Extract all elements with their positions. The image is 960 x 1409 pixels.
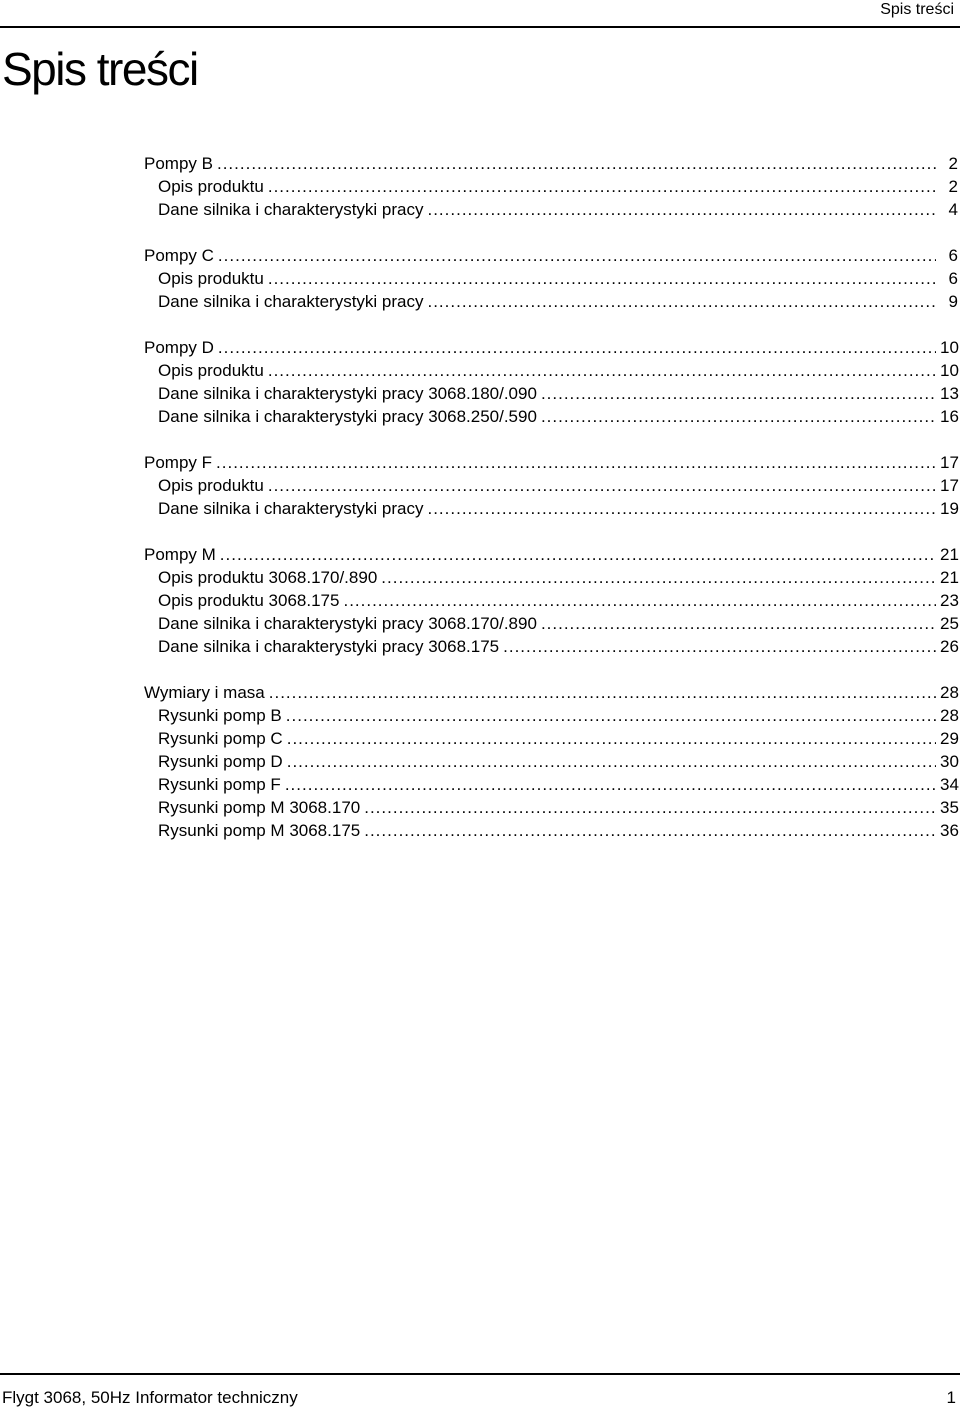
- toc-entry-page-number: 2: [948, 177, 958, 196]
- toc-dot-leader: [427, 290, 936, 313]
- toc-dot-leader: [269, 681, 936, 704]
- toc-entry-title: Rysunki pomp F: [158, 775, 281, 794]
- toc-entry-page-number: 25: [940, 614, 959, 633]
- toc-subentry[interactable]: [144, 635, 958, 658]
- toc-entry-page-number: 10: [940, 361, 959, 380]
- toc-entry-title: Opis produktu 3068.175: [158, 591, 340, 610]
- toc-subentry[interactable]: [144, 566, 958, 589]
- toc-dot-leader: [268, 359, 936, 382]
- toc-entry-title: Dane silnika i charakterystyki pracy 3068.180/.090: [158, 384, 537, 403]
- toc-subentry[interactable]: [144, 727, 958, 750]
- toc-subentry[interactable]: [144, 497, 958, 520]
- toc-entry-title: Dane silnika i charakterystyki pracy: [158, 200, 424, 219]
- toc-entry-title: Rysunki pomp B: [158, 706, 282, 725]
- toc-dot-leader: [343, 589, 936, 612]
- toc-entry-page-number: 13: [940, 384, 959, 403]
- toc-entry[interactable]: [144, 244, 958, 267]
- toc-entry-title: Opis produktu 3068.170/.890: [158, 568, 378, 587]
- toc-dot-leader: [541, 382, 936, 405]
- toc-subentry[interactable]: [144, 198, 958, 221]
- toc-entry-page-number: 30: [940, 752, 959, 771]
- toc-dot-leader: [268, 474, 936, 497]
- toc-entry[interactable]: [144, 451, 958, 474]
- toc-subentry[interactable]: [144, 750, 958, 773]
- toc-dot-leader: [268, 175, 936, 198]
- toc-section: [144, 152, 958, 221]
- toc-entry-page-number: 29: [940, 729, 959, 748]
- toc-entry-title: Opis produktu: [158, 476, 264, 495]
- toc-entry-page-number: 17: [940, 476, 959, 495]
- toc-entry-title: Opis produktu: [158, 177, 264, 196]
- toc-dot-leader: [427, 497, 936, 520]
- toc-section: [144, 681, 958, 842]
- toc-entry-page-number: 10: [940, 338, 959, 357]
- header-rule: [0, 26, 960, 28]
- toc-entry-page-number: 6: [948, 269, 958, 288]
- toc-entry-title: Rysunki pomp D: [158, 752, 283, 771]
- toc-dot-leader: [216, 451, 936, 474]
- toc-subentry[interactable]: [144, 704, 958, 727]
- toc-entry-title: Opis produktu: [158, 269, 264, 288]
- toc-entry-title: Pompy F: [144, 453, 213, 472]
- toc-entry[interactable]: [144, 152, 958, 175]
- toc-entry-page-number: 28: [940, 683, 959, 702]
- toc-entry-title: Wymiary i masa: [144, 683, 265, 702]
- toc-subentry[interactable]: [144, 405, 958, 428]
- toc-entry-page-number: 16: [940, 407, 959, 426]
- toc-entry-title: Pompy B: [144, 154, 213, 173]
- toc-entry-page-number: 23: [940, 591, 959, 610]
- toc-section: [144, 336, 958, 428]
- toc-entry-page-number: 2: [948, 154, 958, 173]
- footer-rule: [0, 1373, 960, 1375]
- toc-dot-leader: [218, 336, 936, 359]
- toc-dot-leader: [217, 152, 936, 175]
- toc-dot-leader: [541, 405, 936, 428]
- toc-subentry[interactable]: [144, 382, 958, 405]
- toc-entry-page-number: 17: [940, 453, 959, 472]
- toc-entry-page-number: 21: [940, 568, 959, 587]
- toc-entry-title: Dane silnika i charakterystyki pracy: [158, 292, 424, 311]
- toc-subentry[interactable]: [144, 612, 958, 635]
- toc-entry-page-number: 26: [940, 637, 959, 656]
- footer-document-name: Flygt 3068, 50Hz Informator techniczny: [2, 1388, 298, 1407]
- toc-dot-leader: [286, 704, 936, 727]
- toc-entry-page-number: 19: [940, 499, 959, 518]
- running-header-title: Spis treści: [880, 1, 954, 18]
- toc-entry-title: Rysunki pomp M 3068.175: [158, 821, 361, 840]
- toc-dot-leader: [287, 727, 936, 750]
- toc-entry-page-number: 21: [940, 545, 959, 564]
- toc-entry-title: Opis produktu: [158, 361, 264, 380]
- toc-subentry[interactable]: [144, 589, 958, 612]
- toc-dot-leader: [503, 635, 936, 658]
- toc-dot-leader: [285, 773, 936, 796]
- toc-dot-leader: [427, 198, 936, 221]
- footer-page-number: 1: [946, 1388, 956, 1407]
- toc-subentry[interactable]: [144, 175, 958, 198]
- table-of-contents: [144, 152, 958, 865]
- page-title: Spis treści: [2, 43, 198, 95]
- toc-dot-leader: [364, 796, 936, 819]
- toc-entry[interactable]: [144, 681, 958, 704]
- toc-entry-page-number: 6: [948, 246, 958, 265]
- toc-subentry[interactable]: [144, 359, 958, 382]
- toc-entry-page-number: 36: [940, 821, 959, 840]
- toc-section: [144, 543, 958, 658]
- toc-entry-title: Dane silnika i charakterystyki pracy 3068.250/.590: [158, 407, 537, 426]
- toc-entry-page-number: 4: [948, 200, 958, 219]
- toc-dot-leader: [541, 612, 936, 635]
- toc-dot-leader: [218, 244, 936, 267]
- toc-entry-title: Pompy M: [144, 545, 216, 564]
- toc-entry-title: Dane silnika i charakterystyki pracy 3068.175: [158, 637, 500, 656]
- toc-entry-page-number: 35: [940, 798, 959, 817]
- toc-entry-title: Pompy D: [144, 338, 214, 357]
- toc-section: [144, 451, 958, 520]
- toc-dot-leader: [268, 267, 936, 290]
- toc-subentry[interactable]: [144, 474, 958, 497]
- toc-entry-title: Dane silnika i charakterystyki pracy: [158, 499, 424, 518]
- toc-entry-title: Dane silnika i charakterystyki pracy 3068.170/.890: [158, 614, 537, 633]
- toc-subentry[interactable]: [144, 267, 958, 290]
- toc-entry-page-number: 28: [940, 706, 959, 725]
- toc-entry-title: Rysunki pomp C: [158, 729, 283, 748]
- toc-dot-leader: [364, 819, 936, 842]
- toc-section: [144, 244, 958, 313]
- toc-entry-title: Pompy C: [144, 246, 214, 265]
- toc-dot-leader: [381, 566, 936, 589]
- toc-entry-title: Rysunki pomp M 3068.170: [158, 798, 361, 817]
- toc-entry-page-number: 9: [948, 292, 958, 311]
- toc-subentry[interactable]: [144, 796, 958, 819]
- toc-subentry[interactable]: [144, 290, 958, 313]
- toc-dot-leader: [287, 750, 936, 773]
- toc-entry-page-number: 34: [940, 775, 959, 794]
- toc-entry[interactable]: [144, 543, 958, 566]
- toc-entry[interactable]: [144, 336, 958, 359]
- toc-subentry[interactable]: [144, 773, 958, 796]
- toc-dot-leader: [220, 543, 936, 566]
- toc-subentry[interactable]: [144, 819, 958, 842]
